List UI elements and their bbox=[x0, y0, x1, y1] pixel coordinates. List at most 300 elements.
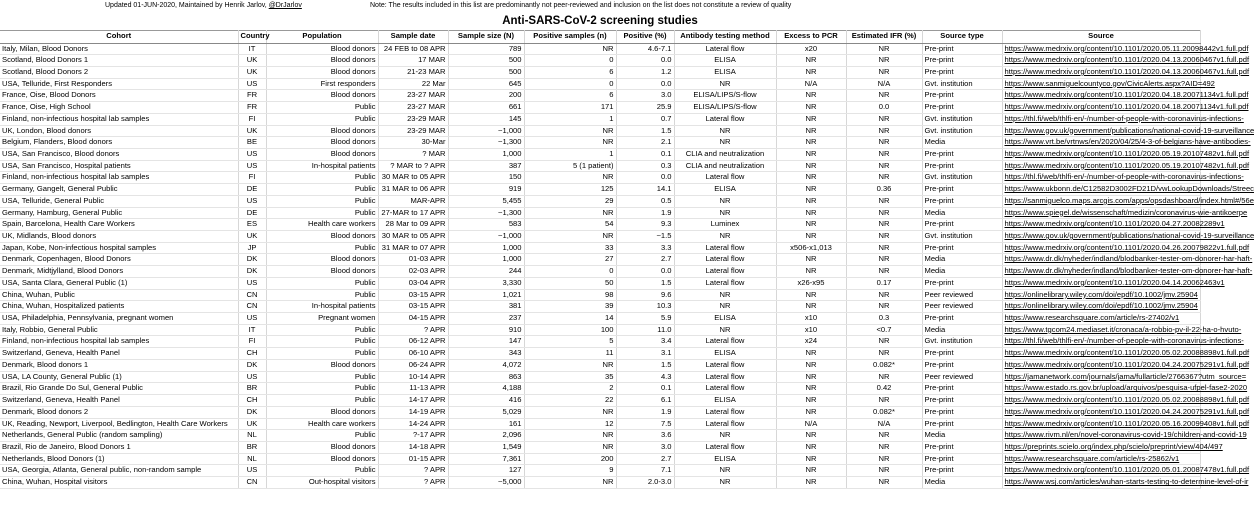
estimated-ifr-cell: 0.082* bbox=[846, 359, 922, 371]
source-type-cell: Pre-print bbox=[922, 395, 1002, 407]
column-header-sample-size[interactable]: Sample size (N) bbox=[448, 30, 524, 43]
table-row[interactable] bbox=[0, 430, 1200, 442]
sample-size-cell: 1,549 bbox=[448, 441, 524, 453]
table-row[interactable] bbox=[0, 289, 1200, 301]
excess-to-pcr-cell: NR bbox=[776, 359, 846, 371]
source-type-cell: Gvt. institution bbox=[922, 231, 1002, 243]
country-cell: US bbox=[238, 371, 266, 383]
excess-to-pcr-cell: NR bbox=[776, 441, 846, 453]
source-type-cell: Media bbox=[922, 266, 1002, 278]
source-type-cell: Pre-print bbox=[922, 383, 1002, 395]
table-row[interactable] bbox=[0, 43, 1200, 55]
country-cell: FR bbox=[238, 90, 266, 102]
testing-method-cell: ELISA bbox=[674, 453, 776, 465]
table-row[interactable] bbox=[0, 418, 1200, 430]
positive-samples-cell: 14 bbox=[524, 313, 616, 325]
excess-to-pcr-cell: NR bbox=[776, 453, 846, 465]
source-type-cell: Pre-print bbox=[922, 55, 1002, 67]
positive-samples-cell: NR bbox=[524, 359, 616, 371]
source-cell[interactable]: https://www.tgcom24.mediaset.it/cronaca/a-robbio-pv-il-22-ha-o-hvuto- bbox=[1002, 324, 1200, 336]
source-cell[interactable]: https://www.dr.dk/nyheder/indland/blodbanker-tester-om-donorer-har-haft- bbox=[1002, 254, 1200, 266]
cohort-cell: Brazil, Rio Grande Do Sul, General Public bbox=[0, 383, 238, 395]
estimated-ifr-cell: NR bbox=[846, 148, 922, 160]
excess-to-pcr-cell: NR bbox=[776, 383, 846, 395]
table-row[interactable] bbox=[0, 371, 1200, 383]
testing-method-cell: ELISA/LIPS/S-flow bbox=[674, 90, 776, 102]
table-row[interactable] bbox=[0, 184, 1200, 196]
source-cell[interactable]: https://www.medrxiv.org/content/10.1101/2020.04.24.20075291v1.full.pdf bbox=[1002, 406, 1200, 418]
country-cell: US bbox=[238, 313, 266, 325]
excess-to-pcr-cell: NR bbox=[776, 406, 846, 418]
source-cell[interactable]: https://thl.fi/web/thlfi-en/-/number-of-people-with-coronavirus-infections- bbox=[1002, 113, 1200, 125]
excess-to-pcr-cell: NR bbox=[776, 66, 846, 78]
positive-samples-cell: 35 bbox=[524, 371, 616, 383]
sample-size-cell: 244 bbox=[448, 266, 524, 278]
sample-date-cell: ? APR bbox=[378, 465, 448, 477]
excess-to-pcr-cell: NR bbox=[776, 231, 846, 243]
excess-to-pcr-cell: NR bbox=[776, 125, 846, 137]
country-cell: US bbox=[238, 78, 266, 90]
cohort-cell: UK, Reading, Newport, Liverpool, Bedlington, Health Care Workers bbox=[0, 418, 238, 430]
sample-date-cell: ? MAR bbox=[378, 148, 448, 160]
cohort-cell: Finland, non-infectious hospital lab samples bbox=[0, 172, 238, 184]
source-cell[interactable]: https://www.medrxiv.org/content/10.1101/2020.05.19.20107482v1.full.pdf bbox=[1002, 160, 1200, 172]
country-cell: DK bbox=[238, 359, 266, 371]
source-type-cell: Gvt. institution bbox=[922, 336, 1002, 348]
table-row[interactable] bbox=[0, 266, 1200, 278]
positive-pct-cell: 0.3 bbox=[616, 160, 674, 172]
estimated-ifr-cell: NR bbox=[846, 465, 922, 477]
source-type-cell: Media bbox=[922, 430, 1002, 442]
estimated-ifr-cell: NR bbox=[846, 137, 922, 149]
positive-pct-cell: 4.3 bbox=[616, 371, 674, 383]
table-row[interactable] bbox=[0, 207, 1200, 219]
source-type-cell: Pre-print bbox=[922, 242, 1002, 254]
estimated-ifr-cell: NR bbox=[846, 231, 922, 243]
cohort-cell: USA, San Francisco, Blood donors bbox=[0, 148, 238, 160]
excess-to-pcr-cell: NR bbox=[776, 90, 846, 102]
table-row[interactable] bbox=[0, 242, 1200, 254]
population-cell: Public bbox=[266, 242, 378, 254]
update-note bbox=[105, 0, 302, 12]
table-row[interactable] bbox=[0, 148, 1200, 160]
positive-samples-cell: NR bbox=[524, 406, 616, 418]
table-row[interactable] bbox=[0, 465, 1200, 477]
country-cell: CH bbox=[238, 395, 266, 407]
table-row[interactable] bbox=[0, 395, 1200, 407]
country-cell: FI bbox=[238, 336, 266, 348]
country-cell: US bbox=[238, 148, 266, 160]
population-cell: Blood donors bbox=[266, 43, 378, 55]
source-cell[interactable]: https://www.ukbonn.de/C12582D3002FD21D/vwLookupDownloads/Streec bbox=[1002, 184, 1200, 196]
column-header-country[interactable]: Country bbox=[238, 30, 266, 43]
positive-pct-cell: 0.0 bbox=[616, 55, 674, 67]
table-row[interactable] bbox=[0, 113, 1200, 125]
source-type-cell: Media bbox=[922, 207, 1002, 219]
cohort-cell: USA, Telluride, General Public bbox=[0, 195, 238, 207]
disclaimer-note: Note: The results included in this list are predominantly not peer-reviewed and inclusion on the list does not constitute a review of quality bbox=[370, 2, 792, 9]
table-row[interactable] bbox=[0, 324, 1200, 336]
sample-date-cell: 01-15 APR bbox=[378, 453, 448, 465]
source-cell[interactable]: https://preprints.scielo.org/index.php/scielo/preprint/view/404/497 bbox=[1002, 441, 1200, 453]
positive-pct-cell: 3.0 bbox=[616, 90, 674, 102]
sample-size-cell: 343 bbox=[448, 348, 524, 360]
positive-pct-cell: 0.0 bbox=[616, 172, 674, 184]
population-cell: Public bbox=[266, 113, 378, 125]
sample-date-cell: 17 MAR bbox=[378, 55, 448, 67]
source-cell[interactable]: https://www.medrxiv.org/content/10.1101/2020.05.19.20107482v1.full.pdf bbox=[1002, 148, 1200, 160]
estimated-ifr-cell: 0.36 bbox=[846, 184, 922, 196]
country-cell: JP bbox=[238, 242, 266, 254]
source-cell[interactable]: https://www.researchsquare.com/article/rs-27402/v1 bbox=[1002, 313, 1200, 325]
positive-samples-cell: 39 bbox=[524, 301, 616, 313]
sample-size-cell: 7,361 bbox=[448, 453, 524, 465]
table-row[interactable] bbox=[0, 348, 1200, 360]
column-header-source[interactable]: Source bbox=[1002, 30, 1200, 43]
sample-size-cell: 500 bbox=[448, 55, 524, 67]
country-cell: CN bbox=[238, 289, 266, 301]
source-type-cell: Media bbox=[922, 324, 1002, 336]
source-cell[interactable]: https://www.spiegel.de/wissenschaft/medizin/coronavirus-wie-antikoerpe bbox=[1002, 207, 1200, 219]
positive-pct-cell: 0.0 bbox=[616, 78, 674, 90]
source-type-cell: Pre-print bbox=[922, 277, 1002, 289]
excess-to-pcr-cell: x10 bbox=[776, 324, 846, 336]
cohort-cell: Scotland, Blood Donors 1 bbox=[0, 55, 238, 67]
table-row[interactable] bbox=[0, 90, 1200, 102]
country-cell: BE bbox=[238, 137, 266, 149]
sample-size-cell: 127 bbox=[448, 465, 524, 477]
source-cell[interactable]: https://www.sanmiguelcountyco.gov/CivicAlerts.aspx?AID=492 bbox=[1002, 78, 1200, 90]
population-cell: In-hospital patients bbox=[266, 301, 378, 313]
sample-size-cell: 4,072 bbox=[448, 359, 524, 371]
column-header-excess-to-pcr[interactable]: Excess to PCR bbox=[776, 30, 846, 43]
population-cell: Public bbox=[266, 383, 378, 395]
positive-pct-cell: 9.3 bbox=[616, 219, 674, 231]
positive-pct-cell: 1.5 bbox=[616, 277, 674, 289]
cohort-cell: Switzerland, Geneva, Health Panel bbox=[0, 348, 238, 360]
population-cell: Public bbox=[266, 195, 378, 207]
population-cell: In-hospital patients bbox=[266, 160, 378, 172]
cohort-cell: Italy, Milan, Blood Donors bbox=[0, 43, 238, 55]
source-type-cell: Gvt. institution bbox=[922, 172, 1002, 184]
population-cell: Public bbox=[266, 207, 378, 219]
testing-method-cell: Lateral flow bbox=[674, 418, 776, 430]
excess-to-pcr-cell: NR bbox=[776, 137, 846, 149]
sample-size-cell: 910 bbox=[448, 324, 524, 336]
positive-pct-cell: 2.7 bbox=[616, 254, 674, 266]
source-cell[interactable]: https://www.medrxiv.org/content/10.1101/2020.05.02.20088898v1.full.pdf bbox=[1002, 395, 1200, 407]
table-row[interactable] bbox=[0, 172, 1200, 184]
positive-pct-cell: 1.5 bbox=[616, 125, 674, 137]
testing-method-cell: Lateral flow bbox=[674, 336, 776, 348]
column-header-population[interactable]: Population bbox=[266, 30, 378, 43]
column-header-positive-pct[interactable]: Positive (%) bbox=[616, 30, 674, 43]
country-cell: IT bbox=[238, 43, 266, 55]
positive-pct-cell: 0.5 bbox=[616, 195, 674, 207]
source-cell[interactable]: https://www.researchsquare.com/article/rs-25862/v1 bbox=[1002, 453, 1200, 465]
country-cell: US bbox=[238, 277, 266, 289]
excess-to-pcr-cell: NR bbox=[776, 371, 846, 383]
source-cell[interactable]: https://www.rivm.nl/en/novel-coronavirus-covid-19/children-and-covid-19 bbox=[1002, 430, 1200, 442]
excess-to-pcr-cell: NR bbox=[776, 395, 846, 407]
table-row[interactable] bbox=[0, 102, 1200, 114]
population-cell: Blood donors bbox=[266, 266, 378, 278]
source-cell[interactable]: https://www.medrxiv.org/content/10.1101/2020.05.02.20088898v1.full.pdf bbox=[1002, 348, 1200, 360]
estimated-ifr-cell: NR bbox=[846, 125, 922, 137]
positive-pct-cell: 3.4 bbox=[616, 336, 674, 348]
table-row[interactable] bbox=[0, 477, 1200, 489]
sample-size-cell: 661 bbox=[448, 102, 524, 114]
table-row[interactable] bbox=[0, 301, 1200, 313]
testing-method-cell: Luminex bbox=[674, 219, 776, 231]
sample-date-cell: 11-13 APR bbox=[378, 383, 448, 395]
testing-method-cell: NR bbox=[674, 477, 776, 489]
sample-date-cell: 23-27 MAR bbox=[378, 90, 448, 102]
source-cell[interactable]: https://onlinelibrary.wiley.com/doi/epdf/10.1002/jmv.25904 bbox=[1002, 301, 1200, 313]
table-body bbox=[0, 43, 1254, 488]
population-cell: Blood donors bbox=[266, 406, 378, 418]
cohort-cell: Scotland, Blood Donors 2 bbox=[0, 66, 238, 78]
table-row[interactable] bbox=[0, 453, 1200, 465]
sample-date-cell: 22 Mar bbox=[378, 78, 448, 90]
positive-pct-cell: 10.3 bbox=[616, 301, 674, 313]
sample-size-cell: 1,021 bbox=[448, 289, 524, 301]
table-row[interactable] bbox=[0, 441, 1200, 453]
table-row[interactable] bbox=[0, 383, 1200, 395]
country-cell: DK bbox=[238, 266, 266, 278]
sample-size-cell: 150 bbox=[448, 172, 524, 184]
estimated-ifr-cell: NR bbox=[846, 207, 922, 219]
source-cell[interactable]: https://www.medrxiv.org/content/10.1101/2020.04.13.20060467v1.full.pdf bbox=[1002, 55, 1200, 67]
testing-method-cell: NR bbox=[674, 324, 776, 336]
country-cell: CN bbox=[238, 477, 266, 489]
estimated-ifr-cell: NR bbox=[846, 254, 922, 266]
excess-to-pcr-cell: NR bbox=[776, 219, 846, 231]
source-cell[interactable]: https://www.wsj.com/articles/wuhan-starts-testing-to-determine-level-of-ir bbox=[1002, 477, 1200, 489]
sample-date-cell: 06-24 APR bbox=[378, 359, 448, 371]
table-row[interactable] bbox=[0, 66, 1200, 78]
positive-samples-cell: 1 bbox=[524, 113, 616, 125]
column-header-testing-method[interactable]: Antibody testing method bbox=[674, 30, 776, 43]
positive-samples-cell: 33 bbox=[524, 242, 616, 254]
cohort-cell: Denmark, Copenhagen, Blood Donors bbox=[0, 254, 238, 266]
testing-method-cell: CLIA and neutralization bbox=[674, 148, 776, 160]
population-cell: Blood donors bbox=[266, 231, 378, 243]
sample-date-cell: 01-03 APR bbox=[378, 254, 448, 266]
testing-method-cell: NR bbox=[674, 301, 776, 313]
estimated-ifr-cell: NR bbox=[846, 430, 922, 442]
excess-to-pcr-cell: NR bbox=[776, 102, 846, 114]
estimated-ifr-cell: NR bbox=[846, 242, 922, 254]
source-cell[interactable]: https://sanmiguelco.maps.arcgis.com/apps/opsdashboard/index.html#/56e bbox=[1002, 195, 1200, 207]
country-cell: DE bbox=[238, 207, 266, 219]
column-header-positive-samples[interactable]: Positive samples (n) bbox=[524, 30, 616, 43]
sample-date-cell: 14-24 APR bbox=[378, 418, 448, 430]
table-row[interactable] bbox=[0, 219, 1200, 231]
population-cell: Blood donors bbox=[266, 90, 378, 102]
source-type-cell: Pre-print bbox=[922, 66, 1002, 78]
testing-method-cell: ELISA bbox=[674, 66, 776, 78]
population-cell: Public bbox=[266, 289, 378, 301]
positive-samples-cell: 2 bbox=[524, 383, 616, 395]
source-cell[interactable]: https://www.medrxiv.org/content/10.1101/2020.04.18.20071134v1.full.pdf bbox=[1002, 102, 1200, 114]
source-cell[interactable]: https://www.dr.dk/nyheder/indland/blodbanker-tester-om-donorer-har-haft- bbox=[1002, 266, 1200, 278]
estimated-ifr-cell: NR bbox=[846, 90, 922, 102]
testing-method-cell: Lateral flow bbox=[674, 371, 776, 383]
source-cell[interactable]: https://www.medrxiv.org/content/10.1101/2020.04.13.20060467v1.full.pdf bbox=[1002, 66, 1200, 78]
source-type-cell: Pre-print bbox=[922, 43, 1002, 55]
sample-size-cell: ~1,000 bbox=[448, 125, 524, 137]
excess-to-pcr-cell: x20 bbox=[776, 43, 846, 55]
estimated-ifr-cell: <0.7 bbox=[846, 324, 922, 336]
sample-size-cell: 200 bbox=[448, 90, 524, 102]
cohort-cell: China, Wuhan, Hospital visitors bbox=[0, 477, 238, 489]
sample-size-cell: 645 bbox=[448, 78, 524, 90]
cohort-cell: France, Oise, High School bbox=[0, 102, 238, 114]
column-header-estimated-ifr[interactable]: Estimated IFR (%) bbox=[846, 30, 922, 43]
positive-pct-cell: 4.6-7.1 bbox=[616, 43, 674, 55]
source-cell[interactable]: https://www.gov.uk/government/publications/national-covid-19-surveillance bbox=[1002, 231, 1200, 243]
author-handle-link[interactable]: @DrJarlov bbox=[268, 2, 302, 9]
table-row[interactable] bbox=[0, 277, 1200, 289]
country-cell: DE bbox=[238, 184, 266, 196]
update-note-text: Updated 01-JUN-2020, Maintained by Henrik Jarlov, bbox=[105, 2, 269, 9]
population-cell: Blood donors bbox=[266, 125, 378, 137]
positive-pct-cell: 25.9 bbox=[616, 102, 674, 114]
source-cell[interactable]: https://jamanetwork.com/journals/jama/fullarticle/2766367?utm_source= bbox=[1002, 371, 1200, 383]
table-row[interactable] bbox=[0, 231, 1200, 243]
source-cell[interactable]: https://www.medrxiv.org/content/10.1101/2020.04.14.20062463v1 bbox=[1002, 277, 1200, 289]
source-cell[interactable]: https://www.gov.uk/government/publications/national-covid-19-surveillance bbox=[1002, 125, 1200, 137]
cohort-cell: Brazil, Rio de Janeiro, Blood Donors 1 bbox=[0, 441, 238, 453]
estimated-ifr-cell: NR bbox=[846, 348, 922, 360]
excess-to-pcr-cell: N/A bbox=[776, 418, 846, 430]
table-row[interactable] bbox=[0, 160, 1200, 172]
sheet-title: Anti-SARS-CoV-2 screening studies bbox=[0, 12, 1200, 31]
source-cell[interactable]: https://www.medrxiv.org/content/10.1101/2020.05.11.20098442v1.full.pdf bbox=[1002, 43, 1200, 55]
positive-pct-cell: 3.3 bbox=[616, 242, 674, 254]
table-row[interactable] bbox=[0, 336, 1200, 348]
source-cell[interactable]: https://www.medrxiv.org/content/10.1101/2020.04.26.20079822v1.full.pdf bbox=[1002, 242, 1200, 254]
excess-to-pcr-cell: x24 bbox=[776, 336, 846, 348]
country-cell: UK bbox=[238, 125, 266, 137]
sample-size-cell: ~1,300 bbox=[448, 137, 524, 149]
testing-method-cell: NR bbox=[674, 465, 776, 477]
sample-date-cell: 14-18 APR bbox=[378, 441, 448, 453]
source-cell[interactable]: https://www.medrxiv.org/content/10.1101/2020.04.18.20071134v1.full.pdf bbox=[1002, 90, 1200, 102]
source-type-cell: Pre-print bbox=[922, 102, 1002, 114]
positive-samples-cell: 0 bbox=[524, 55, 616, 67]
positive-samples-cell: 0 bbox=[524, 266, 616, 278]
testing-method-cell: NR bbox=[674, 289, 776, 301]
positive-samples-cell: 12 bbox=[524, 418, 616, 430]
table-row[interactable] bbox=[0, 313, 1200, 325]
estimated-ifr-cell: NR bbox=[846, 113, 922, 125]
country-cell: DK bbox=[238, 406, 266, 418]
testing-method-cell: Lateral flow bbox=[674, 277, 776, 289]
excess-to-pcr-cell: NR bbox=[776, 148, 846, 160]
population-cell: Blood donors bbox=[266, 66, 378, 78]
testing-method-cell: Lateral flow bbox=[674, 359, 776, 371]
country-cell: BR bbox=[238, 383, 266, 395]
column-header-sample-date[interactable]: Sample date bbox=[378, 30, 448, 43]
cohort-cell: Denmark, Blood donors 1 bbox=[0, 359, 238, 371]
source-cell[interactable]: https://www.estado.rs.gov.br/upload/arquivos/pesquisa-ufpel-fase2-2020 bbox=[1002, 383, 1200, 395]
table-row[interactable] bbox=[0, 406, 1200, 418]
positive-pct-cell: 2.0-3.0 bbox=[616, 477, 674, 489]
table-row[interactable] bbox=[0, 254, 1200, 266]
source-cell[interactable]: https://thl.fi/web/thlfi-en/-/number-of-people-with-coronavirus-infections- bbox=[1002, 336, 1200, 348]
sample-size-cell: 863 bbox=[448, 371, 524, 383]
sample-size-cell: 416 bbox=[448, 395, 524, 407]
population-cell: Blood donors bbox=[266, 453, 378, 465]
positive-samples-cell: NR bbox=[524, 231, 616, 243]
source-type-cell: Media bbox=[922, 254, 1002, 266]
estimated-ifr-cell: NR bbox=[846, 453, 922, 465]
table-row[interactable] bbox=[0, 195, 1200, 207]
population-cell: Public bbox=[266, 336, 378, 348]
estimated-ifr-cell: 0.17 bbox=[846, 277, 922, 289]
country-cell: NL bbox=[238, 453, 266, 465]
source-cell[interactable]: https://www.medrxiv.org/content/10.1101/2020.04.27.20082289v1 bbox=[1002, 219, 1200, 231]
source-cell[interactable]: https://www.vrt.be/vrtnws/en/2020/04/25/4-3-of-belgians-have-antibodies- bbox=[1002, 137, 1200, 149]
table-row[interactable] bbox=[0, 359, 1200, 371]
positive-pct-cell: 0.1 bbox=[616, 383, 674, 395]
column-header-cohort[interactable]: Cohort bbox=[0, 30, 238, 43]
country-cell: US bbox=[238, 195, 266, 207]
source-type-cell: Peer reviewed bbox=[922, 371, 1002, 383]
source-cell[interactable]: https://onlinelibrary.wiley.com/doi/epdf/10.1002/jmv.25904 bbox=[1002, 289, 1200, 301]
cohort-cell: UK, London, Blood donors bbox=[0, 125, 238, 137]
sample-date-cell: 03-15 APR bbox=[378, 289, 448, 301]
positive-pct-cell: 1.5 bbox=[616, 359, 674, 371]
estimated-ifr-cell: NR bbox=[846, 441, 922, 453]
sample-date-cell: 31 MAR to 06 APR bbox=[378, 184, 448, 196]
excess-to-pcr-cell: NR bbox=[776, 477, 846, 489]
table-row[interactable] bbox=[0, 78, 1200, 90]
sample-date-cell: 06-12 APR bbox=[378, 336, 448, 348]
cohort-cell: Switzerland, Geneva, Health Panel bbox=[0, 395, 238, 407]
excess-to-pcr-cell: N/A bbox=[776, 78, 846, 90]
estimated-ifr-cell: NR bbox=[846, 371, 922, 383]
estimated-ifr-cell: 0.082* bbox=[846, 406, 922, 418]
column-header-source-type[interactable]: Source type bbox=[922, 30, 1002, 43]
excess-to-pcr-cell: NR bbox=[776, 301, 846, 313]
source-cell[interactable]: https://www.medrxiv.org/content/10.1101/2020.05.16.20099408v1.full.pdf bbox=[1002, 418, 1200, 430]
studies-table bbox=[0, 30, 1254, 489]
estimated-ifr-cell: NR bbox=[846, 477, 922, 489]
population-cell: Blood donors bbox=[266, 148, 378, 160]
country-cell: US bbox=[238, 465, 266, 477]
country-cell: CN bbox=[238, 301, 266, 313]
table-row[interactable] bbox=[0, 125, 1200, 137]
source-cell[interactable]: https://thl.fi/web/thlfi-en/-/number-of-people-with-coronavirus-infections- bbox=[1002, 172, 1200, 184]
source-cell[interactable]: https://www.medrxiv.org/content/10.1101/2020.05.01.20087478v1.full.pdf bbox=[1002, 465, 1200, 477]
cohort-cell: USA, Santa Clara, General Public (1) bbox=[0, 277, 238, 289]
country-cell: BR bbox=[238, 441, 266, 453]
source-type-cell: Pre-print bbox=[922, 148, 1002, 160]
positive-samples-cell: 100 bbox=[524, 324, 616, 336]
table-row[interactable] bbox=[0, 55, 1200, 67]
source-cell[interactable]: https://www.medrxiv.org/content/10.1101/2020.04.24.20075291v1.full.pdf bbox=[1002, 359, 1200, 371]
positive-samples-cell: 50 bbox=[524, 277, 616, 289]
excess-to-pcr-cell: NR bbox=[776, 184, 846, 196]
positive-pct-cell: 9.6 bbox=[616, 289, 674, 301]
excess-to-pcr-cell: x506-x1,013 bbox=[776, 242, 846, 254]
positive-pct-cell: 2.1 bbox=[616, 137, 674, 149]
table-row[interactable] bbox=[0, 137, 1200, 149]
excess-to-pcr-cell: NR bbox=[776, 254, 846, 266]
